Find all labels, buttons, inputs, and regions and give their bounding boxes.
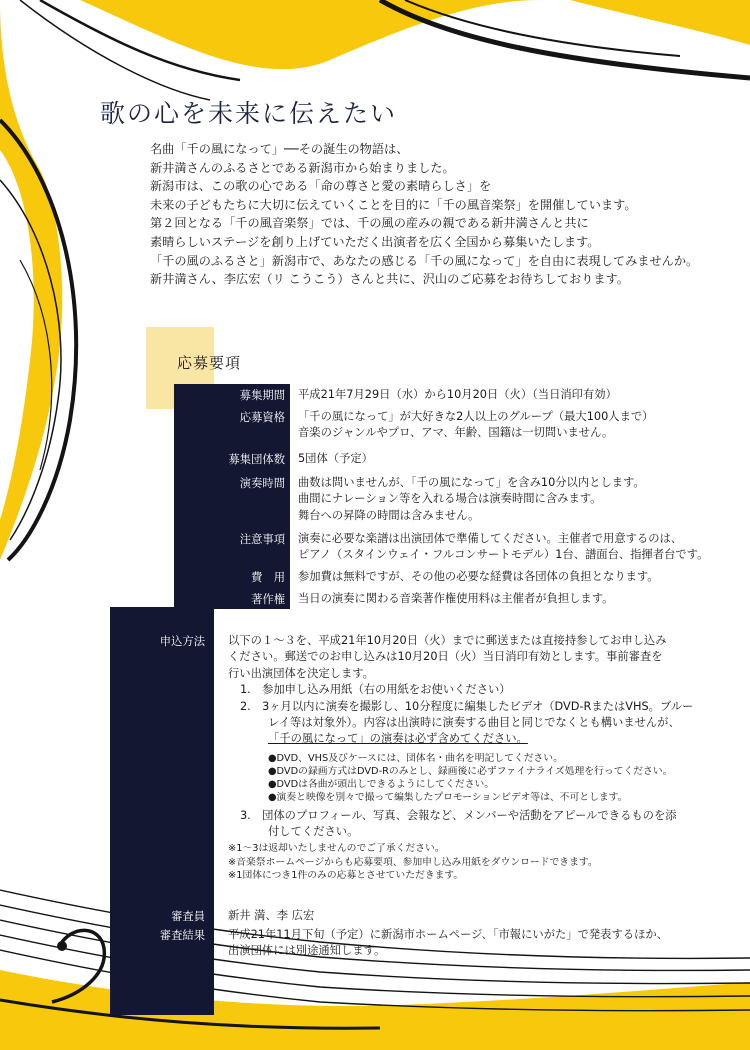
note-line: ●DVDは各曲が頭出しできるようにしてください。 <box>268 779 495 791</box>
footnotes <box>228 842 693 882</box>
intro-line: 新井満さん、李広宏（リ こうこう）さんと共に、沢山のご応募をお待ちしております。 <box>150 272 629 287</box>
text-line: ください。郵送でのお申し込みは10月20日（火）当日消印有効とします。事前審査を <box>228 650 663 664</box>
step-2-line: レイ等は対象外）。内容は出演時に演奏する曲目と同じでなくとも構いませんが、 <box>268 716 680 730</box>
label-column-lower <box>110 607 214 1015</box>
text-line: 平成21年11月下旬（予定）に新潟市ホームページ、「市報にいがた」で発表するほか、 <box>228 928 668 941</box>
intro-line: 第２回となる「千の風音楽祭」では、千の風の産みの親である新井満さんと共に <box>150 216 589 231</box>
value-groups <box>298 451 373 467</box>
text-line: 以下の１～３を、平成21年10月20日（火）までに郵送または直接持参してお申し込み <box>228 634 667 647</box>
page-title: 歌の心を未来に伝えたい <box>100 99 398 128</box>
label-apply: 申込方法 <box>159 635 205 648</box>
step-2-line: 「千の風になって」の演奏は必ず含めてください。 <box>268 732 528 746</box>
label-qualification: 応募資格 <box>239 411 285 424</box>
label-time: 演奏時間 <box>239 477 285 490</box>
note-line: ●DVDの録画方式はDVD-Rのみとし、録画後に必ずファイナライズ処理を行ってください。 <box>268 766 673 778</box>
text-line: 演奏に必要な楽譜は出演団体で準備してください。主催者で用意するのは、 <box>298 532 683 545</box>
intro-text <box>150 140 730 289</box>
apply-steps <box>228 682 693 840</box>
value-result <box>228 927 668 960</box>
label-notes: 注意事項 <box>239 533 285 546</box>
note-line: ●DVD、VHS及びケースには、団体名・曲名を明記してください。 <box>268 752 563 764</box>
text-line: 新井 満、李 広宏 <box>228 909 315 922</box>
footnote-line: ※1～3は返却いたしませんのでご了承ください。 <box>228 843 445 855</box>
text-line: 当日の演奏に関わる音楽著作権使用料は主催者が負担します。 <box>298 592 614 605</box>
top-right-yellow-swoosh <box>570 0 750 45</box>
intro-line: 名曲「千の風になって」──その誕生の物語は、 <box>150 142 409 156</box>
value-period <box>298 387 617 403</box>
value-cost <box>298 569 659 585</box>
text-line: 曲数は問いませんが、「千の風になって」を含み10分以内とします。 <box>298 476 645 489</box>
text-line: 「千の風になって」が大好きな2人以上のグループ（最大100人まで） <box>298 410 654 423</box>
value-qualification <box>298 409 653 442</box>
dvd-notes <box>240 752 693 805</box>
text-line: 出演団体には別途通知します。 <box>228 944 386 958</box>
value-judges <box>228 908 314 924</box>
text-line: ピアノ（スタインウェイ・フルコンサートモデル）1台、譜面台、指揮者台です。 <box>298 548 709 562</box>
intro-line: 新井満さんのふるさとである新潟市から始まりました。 <box>150 160 455 175</box>
intro-line: 素晴らしいステージを創り上げていただく出演者を広く全国から募集いたします。 <box>150 234 600 249</box>
value-copyright <box>298 591 613 607</box>
text-line: 曲間にナレーション等を入れる場合は演奏時間に含みます。 <box>298 492 602 506</box>
intro-line: 「千の風のふるさと」新潟市で、あなたの感じる「千の風になって」を自由に表現してみませんか。 <box>150 253 699 268</box>
text-line: 舞台への昇降の時間は含みません。 <box>298 508 480 522</box>
label-judges: 審査員 <box>171 910 205 923</box>
step-1: 1. 参加申し込み用紙（右の用紙をお使いください） <box>240 683 511 697</box>
intro-line: 未来の子どもたちに大切に伝えていくことを目的に「千の風音楽祭」を開催しています。 <box>150 197 637 212</box>
note-line: ●演奏と映像を別々で撮って編集したプロモーションビデオ等は、不可とします。 <box>268 792 628 804</box>
value-time <box>298 475 645 524</box>
label-period: 募集期間 <box>239 389 285 402</box>
value-apply <box>228 633 693 882</box>
label-result: 審査結果 <box>159 929 205 942</box>
text-line: 参加費は無料ですが、その他の必要な経費は各団体の負担となります。 <box>298 570 659 583</box>
text-line: 5団体（予定） <box>298 452 373 465</box>
text-line: 行い出演団体を決定します。 <box>228 666 374 680</box>
text-line: 平成21年7月29日（水）から10月20日（火）（当日消印有効） <box>298 388 617 401</box>
label-cost: 費 用 <box>251 571 285 584</box>
text-line: 音楽のジャンルやプロ、アマ、年齢、国籍は一切問いません。 <box>298 426 614 440</box>
footnote-line: ※1団体につき1件のみの応募とさせていただきます。 <box>228 869 464 881</box>
label-groups: 募集団体数 <box>228 453 285 466</box>
value-notes <box>298 531 708 564</box>
footnote-line: ※音楽祭ホームページからも応募要項、参加申し込み用紙をダウンロードできます。 <box>228 856 598 868</box>
section-title: 応募要項 <box>177 354 242 372</box>
step-3-line: 3. 団体のプロフィール、写真、会報など、メンバーや活動をアピールできるものを添 <box>240 808 677 822</box>
step-2-line: 2. 3ヶ月以内に演奏を撮影し、10分程度に編集したビデオ（DVD-RまたはVHS。ブルー <box>240 699 694 713</box>
step-3-line: 付してください。 <box>268 825 359 839</box>
intro-line: 新潟市は、この歌の心である「命の尊さと愛の素晴らしさ」を <box>150 179 492 194</box>
label-copyright: 著作権 <box>251 593 285 606</box>
